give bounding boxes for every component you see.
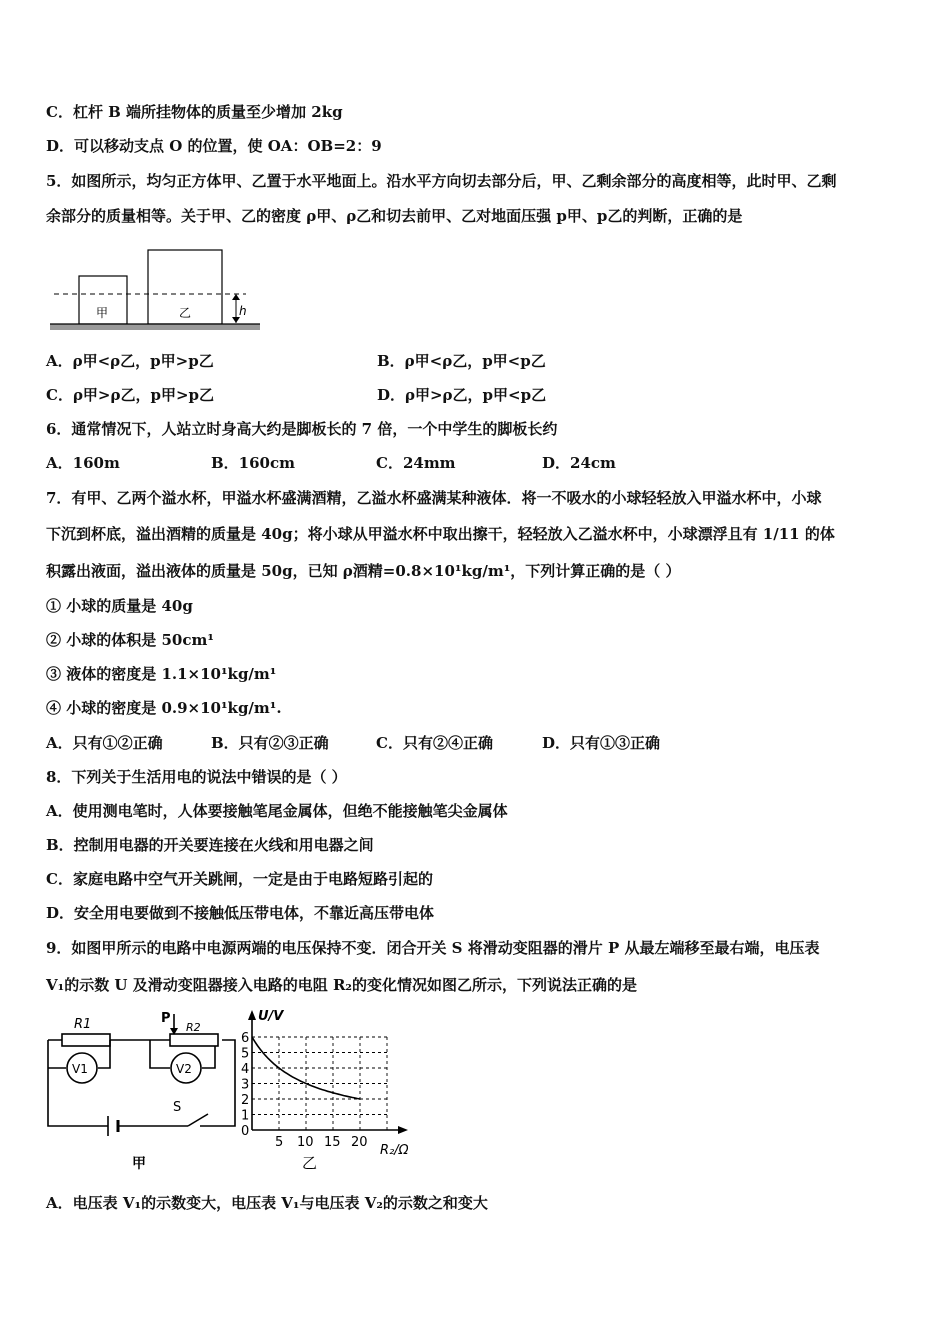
resistor-r2 [170, 1034, 218, 1046]
caption-jia: 甲 [132, 1156, 146, 1172]
q9-graph [232, 1006, 422, 1176]
q9-option-a: A．电压表 V₁的示数变大，电压表 V₁与电压表 V₂的示数之和变大 [46, 1194, 488, 1212]
x-tick-label: 10 [297, 1135, 314, 1150]
caption-yi: 乙 [302, 1154, 318, 1172]
label-v1: V1 [72, 1062, 88, 1076]
q7-stem-line1: 7．有甲、乙两个溢水杯，甲溢水杯盛满酒精，乙溢水杯盛满某种液体．将一不吸水的小球轻轻放入甲溢水杯中，小球 [46, 489, 822, 507]
x-tick-label: 20 [351, 1135, 368, 1150]
q7-item-4: ④ 小球的密度是 0.9×10¹kg/m¹. [46, 699, 282, 717]
y-axis-label: U/V [258, 1009, 284, 1024]
q7-stem-line2: 下沉到杯底，溢出酒精的质量是 40g；将小球从甲溢水杯中取出擦干，轻轻放入乙溢水杯中，小球漂浮且有 1/11 的体 [46, 525, 835, 543]
x-tick-label: 15 [324, 1135, 341, 1150]
q7-item-3: ③ 液体的密度是 1.1×10¹kg/m¹ [46, 665, 277, 683]
label-v2: V2 [176, 1062, 192, 1076]
circuit-wires [48, 1040, 235, 1126]
q6-stem: 6．通常情况下，人站立时身高大约是脚板长的 7 倍，一个中学生的脚板长约 [46, 420, 558, 438]
q5-option-a: A．ρ甲<ρ乙，p甲>p乙 [46, 352, 214, 370]
q7-option-d: D．只有①③正确 [542, 734, 661, 752]
resistor-r1 [62, 1034, 110, 1046]
q5-option-d: D．ρ甲>ρ乙，p甲<p乙 [377, 386, 547, 404]
q8-option-c: C．家庭电路中空气开关跳闸，一定是由于电路短路引起的 [46, 870, 433, 888]
label-h: h [239, 304, 247, 318]
h-arrow-head-top [232, 294, 240, 300]
q6-option-b: B．160cm [211, 454, 295, 472]
q7-option-c: C．只有②④正确 [376, 734, 493, 752]
y-tick-label: 0 [241, 1124, 250, 1139]
y-tick-label: 1 [241, 1108, 250, 1124]
y-axis-arrow [248, 1010, 256, 1020]
q8-option-d: D．安全用电要做到不接触低压带电体，不靠近高压带电体 [46, 904, 435, 922]
q5-stem-line1: 5．如图所示，均匀正方体甲、乙置于水平地面上。沿水平方向切去部分后，甲、乙剩余部分的高度相等，此时甲、乙剩 [46, 172, 837, 190]
y-tick-label: 5 [241, 1046, 250, 1062]
label-r2: R2 [186, 1021, 201, 1034]
q8-option-b: B．控制用电器的开关要连接在火线和用电器之间 [46, 836, 374, 854]
label-jia: 甲 [96, 306, 109, 320]
ground [50, 324, 260, 330]
y-tick-label: 2 [241, 1093, 250, 1108]
q7-item-1: ① 小球的质量是 40g [46, 597, 193, 615]
q6-option-d: D．24cm [542, 454, 616, 472]
x-tick-label: 5 [275, 1135, 284, 1150]
label-yi: 乙 [179, 306, 192, 320]
q7-option-b: B．只有②③正确 [211, 734, 329, 752]
q4-option-d: D．可以移动支点 O 的位置，使 OA：OB=2：9 [46, 137, 382, 155]
q6-option-c: C．24mm [376, 454, 456, 472]
label-r1: R1 [74, 1017, 92, 1032]
y-tick-label: 3 [241, 1077, 250, 1093]
label-s: S [173, 1100, 182, 1115]
x-axis-label: R₂/Ω [380, 1143, 409, 1158]
q9-circuit-diagram [40, 1008, 240, 1178]
q5-stem-line2: 余部分的质量相等。关于甲、乙的密度 ρ甲、ρ乙和切去前甲、乙对地面压强 p甲、p乙的判断，正确的是 [46, 207, 743, 225]
q6-option-a: A．160m [46, 454, 120, 472]
q5-option-c: C．ρ甲>ρ乙，p甲>p乙 [46, 386, 215, 404]
q4-option-c: C．杠杆 B 端所挂物体的质量至少增加 2kg [46, 103, 343, 121]
q7-option-a: A．只有①②正确 [46, 734, 163, 752]
q7-stem-line3: 积露出液面，溢出液体的质量是 50g，已知 ρ酒精=0.8×10¹kg/m¹，下列计算正确的是（ ） [46, 562, 681, 580]
q9-stem-line1: 9．如图甲所示的电路中电源两端的电压保持不变．闭合开关 S 将滑动变阻器的滑片 P 从最左端移至最右端，电压表 [46, 939, 820, 957]
q5-figure [46, 244, 266, 334]
x-axis-arrow [398, 1126, 408, 1134]
switch-s [188, 1114, 208, 1126]
q8-stem: 8．下列关于生活用电的说法中错误的是（ ） [46, 768, 347, 786]
y-tick-label: 6 [241, 1031, 250, 1046]
q5-option-b: B．ρ甲<ρ乙，p甲<p乙 [377, 352, 546, 370]
q8-option-a: A．使用测电笔时，人体要接触笔尾金属体，但绝不能接触笔尖金属体 [46, 802, 508, 820]
label-p: P [161, 1011, 171, 1026]
q9-stem-line2: V₁的示数 U 及滑动变阻器接入电路的电阻 R₂的变化情况如图乙所示，下列说法正确的是 [46, 976, 637, 994]
y-tick-label: 4 [241, 1062, 250, 1077]
q7-item-2: ② 小球的体积是 50cm¹ [46, 631, 214, 649]
